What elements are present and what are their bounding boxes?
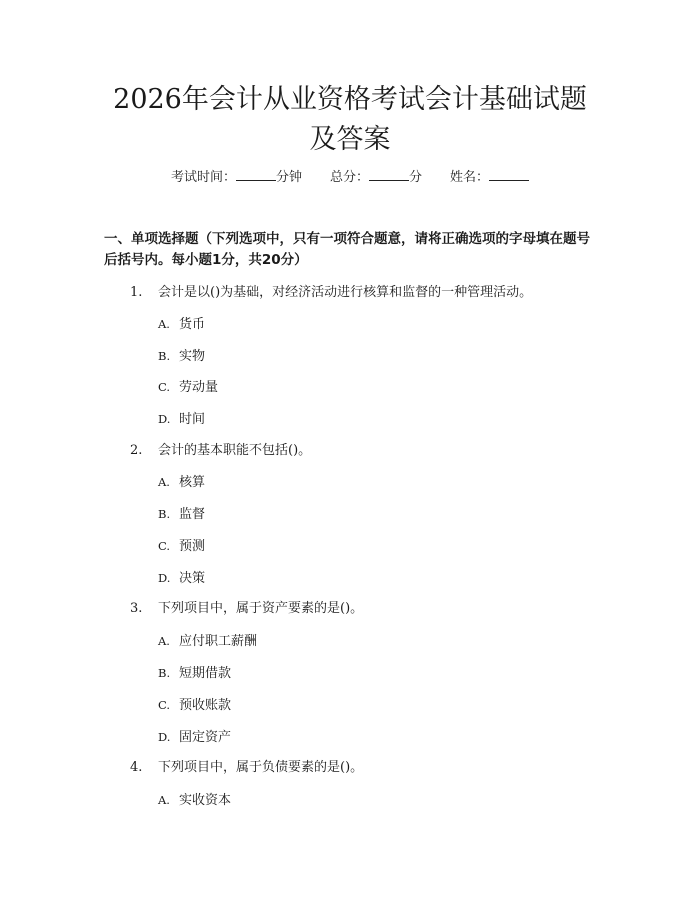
question-number: 4. [130, 760, 143, 775]
question-number: 2. [130, 443, 143, 458]
exam-time-label: 考试时间： [170, 170, 236, 185]
option-text: 预收账款 [179, 698, 232, 713]
question-text: 会计的基本职能不包括()。 [158, 443, 312, 458]
question-number: 1. [130, 285, 143, 300]
question-1-option-d [158, 409, 205, 430]
name-blank [489, 168, 529, 181]
question-3 [130, 599, 363, 619]
question-text: 下列项目中，属于负债要素的是()。 [158, 760, 364, 775]
question-4 [130, 758, 363, 778]
question-number: 3. [130, 601, 143, 616]
section-heading: 一、单项选择题（下列选项中，只有一项符合题意，请将正确选项的字母填在题号后括号内。每小题1分，共20分） [104, 231, 590, 268]
option-letter: A. [158, 475, 170, 489]
name-field [450, 168, 529, 188]
option-letter: C. [158, 380, 171, 394]
option-text: 货币 [179, 317, 206, 332]
question-1-option-b [158, 346, 205, 367]
total-score-blank [369, 168, 409, 181]
question-1 [130, 283, 532, 303]
option-letter: A. [158, 317, 170, 331]
option-letter: A. [158, 634, 170, 648]
option-text: 核算 [179, 475, 206, 490]
question-3-option-d [158, 727, 231, 748]
option-letter: C. [158, 539, 171, 553]
option-text: 固定资产 [179, 730, 232, 745]
option-letter: B. [158, 666, 171, 680]
exam-time-blank [236, 168, 276, 181]
total-score-label: 总分： [329, 170, 369, 185]
option-text: 短期借款 [179, 666, 232, 681]
question-text: 会计是以()为基础，对经济活动进行核算和监督的一种管理活动。 [158, 285, 533, 300]
question-2-option-b [158, 504, 205, 525]
option-letter: A. [158, 793, 170, 807]
exam-meta-line [0, 168, 700, 188]
option-text: 预测 [179, 539, 206, 554]
question-1-option-c [158, 377, 218, 398]
exam-time-field [171, 168, 302, 188]
option-letter: D. [158, 571, 171, 585]
option-letter: B. [158, 507, 171, 521]
question-2-option-c [158, 536, 205, 557]
question-1-option-a [158, 314, 205, 335]
option-letter: B. [158, 349, 171, 363]
question-text: 下列项目中，属于资产要素的是()。 [158, 601, 364, 616]
exam-time-unit: 分钟 [275, 170, 302, 185]
option-text: 实物 [179, 349, 206, 364]
option-text: 实收资本 [179, 793, 232, 808]
option-text: 时间 [179, 412, 206, 427]
option-text: 监督 [179, 507, 206, 522]
question-3-option-c [158, 695, 231, 716]
option-text: 应付职工薪酬 [179, 634, 258, 649]
question-3-option-b [158, 663, 231, 684]
total-score-unit: 分 [409, 170, 423, 185]
question-4-option-a [158, 790, 231, 811]
option-letter: D. [158, 730, 171, 744]
option-letter: C. [158, 698, 171, 712]
question-3-option-a [158, 631, 257, 652]
option-letter: D. [158, 412, 171, 426]
question-2 [130, 441, 311, 461]
question-2-option-d [158, 568, 205, 589]
option-text: 决策 [179, 571, 206, 586]
name-label: 姓名： [450, 170, 490, 185]
option-text: 劳动量 [179, 380, 219, 395]
question-2-option-a [158, 472, 205, 493]
document-title: 2026年会计从业资格考试会计基础试题及答案 [113, 84, 587, 155]
total-score-field [330, 168, 422, 188]
